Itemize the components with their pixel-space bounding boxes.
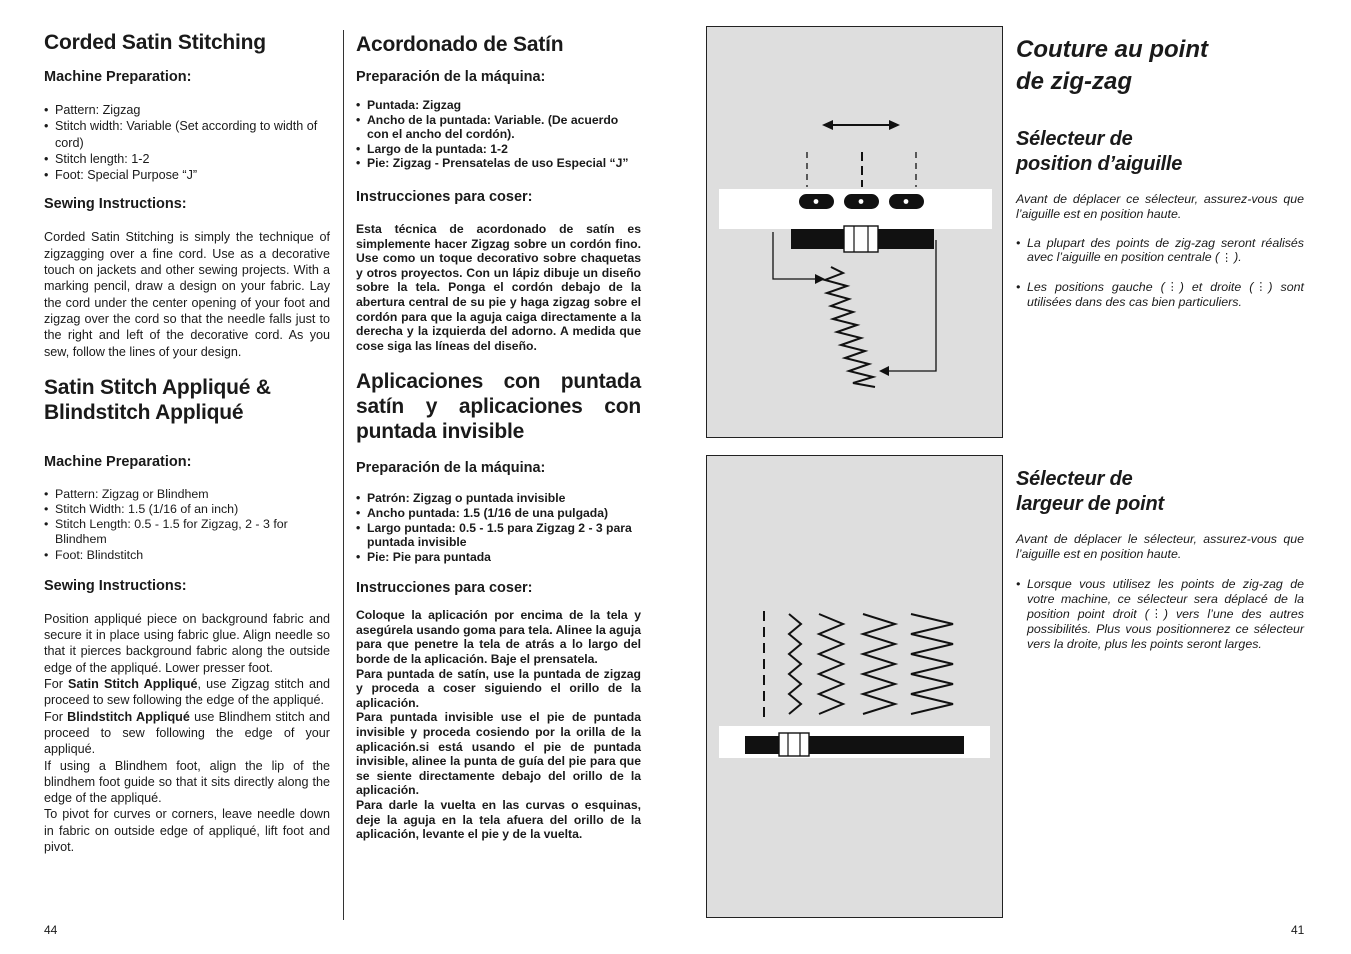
list-item: • Pattern: Zigzag [44,102,330,118]
aplicaciones-sew-body [356,608,641,842]
list-item: • Pie: Zigzag - Prensatelas de uso Especial “J” [356,156,641,171]
aplicaciones-p4: Para darle la vuelta en las curvas o esquinas, deje la aguja en la tela afuera del orillo de la aplicación, levante el pie y de la vuelta. [356,798,641,842]
corded-prep-list [44,102,330,183]
list-item: • Stitch Width: 1.5 (1/16 of an inch) [44,502,330,517]
selector-knob [844,226,878,252]
zigzag-sample-2 [819,614,843,714]
list-item: • Stitch width: Variable (Set according to width of cord) [44,118,330,151]
couture-title-1: Couture au point [1016,36,1208,63]
list-item: • Lorsque vous utilisez les points de zig-zag de votre machine, ce sélecteur sera déplacé de la position point droit ( ⋮ ) vers l’une des autres possibilités. Plus vous positionnerez ce sélecteur vers la droite, plus les points seront larges. [1016,577,1304,651]
list-item: • Stitch Length: 0.5 - 1.5 for Zigzag, 2 - 3 for Blindhem [44,517,330,547]
needle-position-illustration [706,26,1003,438]
width-selector-title-2: largeur de point [1016,493,1164,516]
straight-stitch-icon: ⋮ [1150,607,1162,620]
applique-p5: To pivot for curves or corners, leave needle down in fabric on outside edge of appliqué, lift foot and pivot. [44,807,330,855]
acordonado-prep-list [356,98,641,171]
list-item: • Puntada: Zigzag [356,98,641,113]
corded-satin-title: Corded Satin Stitching [44,31,266,54]
aplicaciones-sew-heading: Instrucciones para coser: [356,580,533,597]
width-selector-bar [745,736,964,754]
aplicaciones-p3: Para puntada invisible use el pie de puntada invisible y proceda cosiendo por la orilla de la aplicación.si está usando el pie de puntada invisible, alinee la punta de guía del pie para que se siente directamente debajo del orillo de la aplicación. [356,710,641,798]
stitch-width-diagram [707,456,1001,916]
list-item: • Foot: Blindstitch [44,548,330,563]
aplicaciones-prep-heading: Preparación de la máquina: [356,460,546,477]
right-pointer-line [885,240,936,371]
applique-sew-text [44,611,330,855]
needle-selector-intro: Avant de déplacer ce sélecteur, assurez-vous que l’aiguille est en position haute. [1016,192,1304,221]
stitch-width-illustration [706,455,1003,918]
acordonado-sew-heading: Instrucciones para coser: [356,188,533,205]
right-column [1016,34,1304,651]
list-item: • Ancho puntada: 1.5 (1/16 de una pulgada) [356,506,641,521]
list-item: • Foot: Special Purpose “J” [44,167,330,183]
arrow-right-head [889,120,900,130]
list-item: • Ancho de la puntada: Variable. (De acuerdo con el ancho del cordón). [356,113,641,142]
applique-prep-list [44,487,330,563]
applique-title-2: Blindstitch Appliqué [44,400,244,424]
corded-prep-heading: Machine Preparation: [44,69,192,85]
list-item: • Largo de la puntada: 1-2 [356,142,641,157]
needle-position-left-icon: ⋮ [1166,280,1178,293]
needle-position-diagram [707,27,1001,436]
zigzag-stitch-line [825,267,875,387]
width-selector-title-1: Sélecteur de [1016,468,1133,491]
width-selector-list [1016,577,1304,651]
needle-position-center-icon: ⋮ [1221,251,1233,264]
aplicaciones-p2: Para puntada de satín, use la puntada de zigzag y proceda a coser siguiendo el orillo de la aplicación. [356,666,641,710]
aplicaciones-prep-list [356,491,641,564]
couture-title-2: de zig-zag [1016,68,1133,95]
aplicaciones-title: Aplicaciones con puntada satín y aplicaciones con puntada invisible [356,370,641,444]
acordonado-title: Acordonado de Satín [356,33,564,56]
zigzag-sample-4 [911,614,953,714]
needle-position-right-icon: ⋮ [1255,280,1267,293]
column-divider [343,30,344,920]
list-item: • Stitch length: 1-2 [44,151,330,167]
left-column [44,30,330,855]
applique-p4: If using a Blindhem foot, align the lip of the blindhem foot guide so that it sits directly along the edge of the appliqué. [44,758,330,806]
list-item: • La plupart des points de zig-zag seront réalisés avec l’aiguille en position centrale ( ⋮ ). [1016,236,1304,266]
applique-p1: Position appliqué piece on background fabric and secure it in place using fabric glue. Align needle so that it pierces background fabric along the outside edge of the appliqué. Lower presser foot. [44,611,330,675]
needle-selector-title-1: Sélecteur de [1016,128,1133,150]
applique-sew-heading: Sewing Instructions: [44,577,187,594]
corded-sew-heading: Sewing Instructions: [44,196,187,213]
applique-p3: For Blindstitch Appliqué use Blindhem stitch and proceed to sew following the edge of your appliqué. [44,709,331,757]
acordonado-sew-body [356,222,641,353]
acordonado-sew-text: Esta técnica de acordonado de satín es simplemente hacer Zigzag sobre un cordón fino. Use como un toque decorativo sobre chaquetas y otros proyectos. Con un lápiz dibuje un diseño sobre la tela. Ponga el cordón debajo de la abertura central de su pie y haga zigzag sobre el cordón para que la aguja caiga directamente a la derecha y la izquierda del adorno. A medida que cose siga las líneas del diseño. [356,221,641,353]
zigzag-sample-1 [789,614,801,714]
width-selector-knob [779,733,809,756]
width-selector-intro: Avant de déplacer le sélecteur, assurez-vous que l’aiguille est en position haute. [1016,532,1304,562]
left-pointer-head [815,274,825,284]
aplicaciones-p1: Coloque la aplicación por encima de la tela y asegúrela usando goma para tela. Alinee la aguja para que penetre la tela de atrás a lo largo del borde de la aplicación. Baje el prensatela. [356,608,641,667]
right-pointer-head [879,366,889,376]
list-item: • Largo puntada: 0.5 - 1.5 para Zigzag 2 - 3 para puntada invisible [356,521,641,550]
needle-selector-list [1016,236,1304,310]
acordonado-prep-heading: Preparación de la máquina: [356,69,546,85]
middle-column [356,30,641,842]
list-item: • Patrón: Zigzag o puntada invisible [356,491,641,506]
applique-prep-heading: Machine Preparation: [44,453,192,470]
needle-selector-title-2: position d’aiguille [1016,153,1183,175]
list-item: • Pie: Pie para puntada [356,550,641,565]
list-item: • Pattern: Zigzag or Blindhem [44,487,330,502]
page-number-right: 41 [1291,923,1305,937]
list-item: • Les positions gauche ( ⋮ ) et droite ( ⋮ ) sont utilisées dans des cas bien particuliers. [1016,280,1304,310]
arrow-left-head [822,120,833,130]
applique-p2: For Satin Stitch Appliqué, use Zigzag stitch and proceed to sew following the edge of the appliqué. [44,677,331,708]
applique-title-1: Satin Stitch Appliqué & [44,375,271,399]
corded-sew-text: Corded Satin Stitching is simply the technique of zigzagging over a fine cord. Use as a decorative touch on jackets and other sewing projects. With a marking pencil, draw a design on your fabric. Lay the cord under the center opening of your foot and zigzag over the cord so that the needle falls just to the right and left of the decorative cord. As you sew, follow the lines of your design. [44,230,330,359]
zigzag-sample-3 [863,614,895,714]
page-number-left: 44 [44,923,58,937]
